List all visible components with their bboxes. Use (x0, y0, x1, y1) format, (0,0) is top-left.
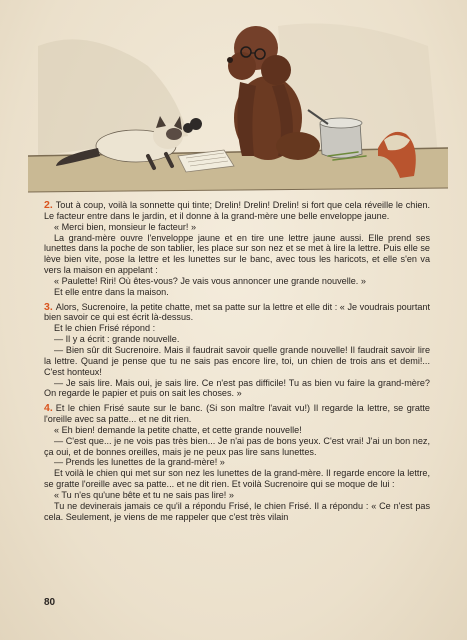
paragraph-3 (44, 302, 430, 324)
text-line: — Prends les lunettes de la grand-mère! » (54, 457, 225, 468)
paragraph-2 (44, 200, 430, 222)
text-line: « Paulette! Riri! Où êtes-vous? Je vais vous annoncer une grande nouvelle. » (54, 275, 366, 286)
story-text (44, 200, 430, 522)
text-line: Et voilà le chien qui met sur son nez les lunettes de la grand-mère. Il regarde encore la lettre, se gratte l'oreille avec sa patte... et ne dit rien. Et voilà Sucrenoire qui se moque de lui : (44, 468, 430, 490)
text-line: Tout à coup, voilà la sonnette qui tinte; Drelin! Drelin! Drelin! si fort que cela réveille le chien. Le facteur entre dans le jardin, et il donne à la grand-mère une belle enveloppe jaune. (44, 200, 430, 221)
text-line: Alors, Sucrenoire, la petite chatte, met sa patte sur la lettre et elle dit : « Je voudrais pourtant bien savoir ce qui est écrit là-dessus. (44, 301, 430, 323)
paragraph-number: 4. (44, 402, 53, 415)
text-line: — Il y a écrit : grande nouvelle. (54, 334, 180, 345)
paragraph-4 (44, 403, 430, 425)
text-line: « Tu n'es qu'une bête et tu ne sais pas lire! » (54, 489, 234, 500)
paragraph-number: 2. (44, 199, 53, 211)
text-line: Et le chien Frisé répond : (54, 323, 156, 334)
text-line: « Merci bien, monsieur le facteur! » (54, 221, 197, 232)
text-line: Et elle entre dans la maison. (54, 286, 169, 297)
text-line: — Bien sûr dit Sucrenoire. Mais il faudrait savoir quelle grande nouvelle! Il faudrait savoir lire la lettre. Quand je pense que tu ne sais pas encore lire, toi, un chien de trois ans et demi!... C'est honteux! (44, 344, 430, 377)
text-line: « Eh bien! demande la petite chatte, et cette grande nouvelle! (54, 424, 302, 435)
text-line: Tu ne devinerais jamais ce qu'il a répondu Frisé, le chien Frisé. Il a répondu : « Ce n'est pas cela. Seulement, je viens de me rappeler que c'est très vilain (44, 500, 430, 522)
illustration-dog-and-cat (28, 6, 448, 196)
text-line: — C'est que... je ne vois pas très bien... Je n'ai pas de bons yeux. C'est vrai! J'ai un bon nez, ça oui, et de bonnes oreilles, mais je ne peux pas lire sans lunettes. (44, 435, 430, 457)
text-line: Et le chien Frisé saute sur le banc. (Si son maître l'avait vu!) Il regarde la lettre, se gratte l'oreille avec sa patte... et ne dit rien. (44, 403, 430, 425)
text-line: La grand-mère ouvre l'enveloppe jaune et en tire une lettre jaune aussi. Elle prend ses lunettes dans la poche de son tablier, les place sur son nez et se met à lire la lettre. Puis elle se lève bien vite, pose la lettre et les lunettes sur le banc, avec tous les haricots, et elle s'en va vers la maison en appelant : (44, 232, 430, 276)
page-number: 80 (44, 597, 56, 608)
text-line: — Je sais lire. Mais oui, je sais lire. Ce n'est pas difficile! Tu as bien vu faire la grand-mère? On regarde le papier et puis on sait les choses. » (44, 377, 430, 399)
paragraph-number: 3. (44, 300, 53, 313)
